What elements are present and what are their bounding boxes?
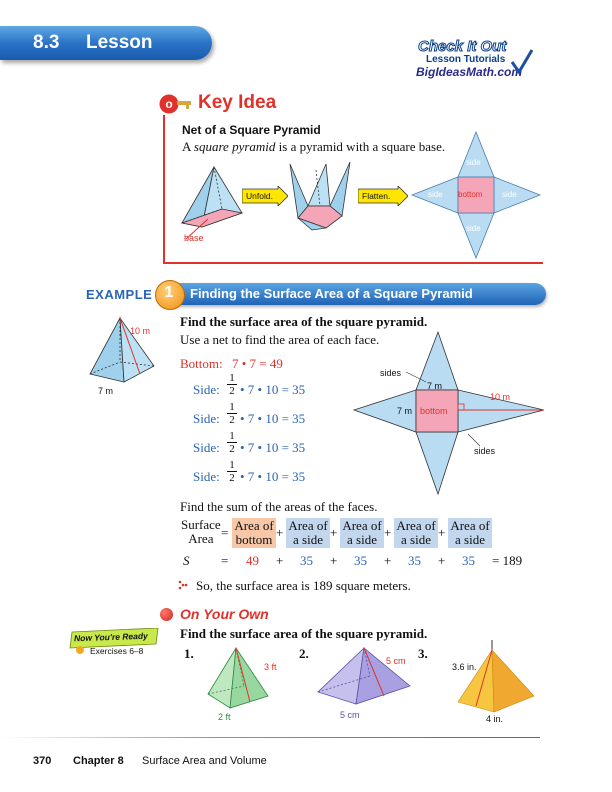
- side-expression: • 7 • 10 = 35: [240, 411, 306, 426]
- key-icon: [158, 93, 196, 115]
- chapter-subject: Surface Area and Volume: [142, 755, 267, 767]
- plus-sign: +: [438, 525, 446, 540]
- value-49: 49: [246, 553, 259, 568]
- plus-sign: +: [438, 553, 446, 568]
- unfold-label: Unfold.: [246, 191, 273, 201]
- example-net-figure: [350, 330, 550, 496]
- example-number: 1: [164, 284, 174, 301]
- net-slant-label: 10 m: [490, 392, 511, 402]
- svg-text:o: o: [165, 97, 173, 111]
- flatten-label: Flatten.: [362, 191, 391, 201]
- unfolding-pyramid-figure: [286, 160, 354, 232]
- fraction-half: $\frac{1}{2}$: [227, 459, 237, 484]
- bottom-label: Bottom:: [180, 356, 223, 371]
- net-side-left: side: [428, 190, 443, 199]
- fraction-half: $\frac{1}{2}$: [227, 401, 237, 426]
- net-bottom: bottom: [458, 190, 483, 199]
- exercise-2-base: 5 cm: [340, 710, 360, 720]
- exercises-link[interactable]: Exercises 6–8: [90, 646, 144, 656]
- base-label: base: [184, 233, 204, 243]
- definition-text: A square pyramid is a pyramid with a square base.: [182, 139, 446, 154]
- footer-rule: [0, 737, 540, 738]
- net-left-length: 7 m: [397, 406, 413, 416]
- exercise-2-slant: 5 cm: [386, 656, 406, 666]
- example-label: EXAMPLE: [86, 287, 153, 302]
- exercise-1-number: 1.: [184, 646, 194, 661]
- on-your-own-bullet: [160, 608, 173, 621]
- key-idea-title: Key Idea: [198, 92, 277, 113]
- net-bottom-label: bottom: [420, 406, 448, 416]
- check-it-out-logo[interactable]: [412, 38, 534, 84]
- side-expression: • 7 • 10 = 35: [240, 382, 306, 397]
- exercise-3-slant: 3.6 in.: [452, 662, 477, 672]
- surface-area-term: Surface Area: [181, 517, 221, 546]
- key-idea-border-left: [163, 115, 165, 263]
- conclusion-arrow-icon: [178, 580, 188, 590]
- lesson-tutorials-text: Lesson Tutorials: [426, 54, 506, 65]
- example-base-label: 7 m: [98, 386, 114, 396]
- check-it-out-text: Check It Out: [418, 38, 507, 55]
- side-label: Side:: [193, 469, 220, 484]
- area-of-side-box: Area of a side: [394, 518, 438, 548]
- exercise-2-number: 2.: [299, 646, 309, 661]
- badge-bullet: [76, 646, 84, 654]
- checkmark-icon: [510, 48, 534, 76]
- value-35: 35: [462, 553, 475, 568]
- fraction-half: $\frac{1}{2}$: [227, 372, 237, 397]
- area-of-side-box: Area of a side: [286, 518, 330, 548]
- plus-sign: +: [276, 553, 284, 568]
- side-label: Side:: [193, 440, 220, 455]
- plus-sign: +: [384, 553, 392, 568]
- plus-sign: +: [330, 553, 338, 568]
- key-idea-border-bottom: [163, 262, 543, 264]
- example-prompt: Find the surface area of the square pyramid.: [180, 314, 428, 329]
- equals-sign: =: [221, 553, 229, 568]
- net-side-bottom: side: [466, 224, 481, 233]
- net-sides-label-top: sides: [380, 368, 402, 378]
- side-label: Side:: [193, 382, 220, 397]
- area-of-side-box: Area of a side: [340, 518, 384, 548]
- net-top-length: 7 m: [427, 381, 443, 391]
- exercise-1-pyramid: [204, 646, 274, 714]
- equals-sign: =: [221, 525, 229, 540]
- total-value: = 189: [492, 553, 523, 568]
- plus-sign: +: [384, 525, 392, 540]
- net-heading: Net of a Square Pyramid: [182, 123, 321, 137]
- value-35: 35: [408, 553, 421, 568]
- lesson-number: 8.3: [33, 32, 60, 53]
- side-expression: • 7 • 10 = 35: [240, 469, 306, 484]
- lesson-title: Lesson: [86, 32, 153, 53]
- sum-instruction: Find the sum of the areas of the faces.: [180, 499, 378, 514]
- area-of-bottom-box: Area of bottom: [232, 518, 276, 548]
- net-sides-label-bottom: sides: [474, 446, 496, 456]
- side-expression: • 7 • 10 = 35: [240, 440, 306, 455]
- fraction-half: $\frac{1}{2}$: [227, 430, 237, 455]
- exercise-1-base: 2 ft: [218, 712, 231, 722]
- bigideasmath-link[interactable]: BigIdeasMath.com: [416, 65, 523, 79]
- net-side-right: side: [502, 190, 517, 199]
- value-35: 35: [354, 553, 367, 568]
- on-your-own-prompt: Find the surface area of the square pyramid.: [180, 626, 428, 641]
- s-variable: S: [183, 553, 190, 568]
- plus-sign: +: [330, 525, 338, 540]
- conclusion-text: So, the surface area is 189 square meters.: [196, 578, 411, 593]
- page-number: 370: [33, 755, 52, 767]
- now-youre-ready-title: Now You're Ready: [73, 630, 148, 644]
- side-label: Side:: [193, 411, 220, 426]
- exercise-3-number: 3.: [418, 646, 428, 661]
- exercise-1-slant: 3 ft: [264, 662, 277, 672]
- chapter-label: Chapter 8: [73, 755, 124, 767]
- plus-sign: +: [276, 525, 284, 540]
- value-35: 35: [300, 553, 313, 568]
- example-instruction: Use a net to find the area of each face.: [180, 332, 380, 347]
- exercise-3-candle-pyramid: [450, 638, 540, 718]
- on-your-own-title: On Your Own: [180, 606, 269, 622]
- example-title: Finding the Surface Area of a Square Pyramid: [190, 286, 473, 301]
- example-slant-label: 10 m: [130, 326, 151, 336]
- area-of-side-box: Area of a side: [448, 518, 492, 548]
- net-side-top: side: [466, 158, 481, 167]
- bottom-expression: 7 • 7 = 49: [232, 356, 283, 371]
- exercise-3-base: 4 in.: [486, 714, 504, 724]
